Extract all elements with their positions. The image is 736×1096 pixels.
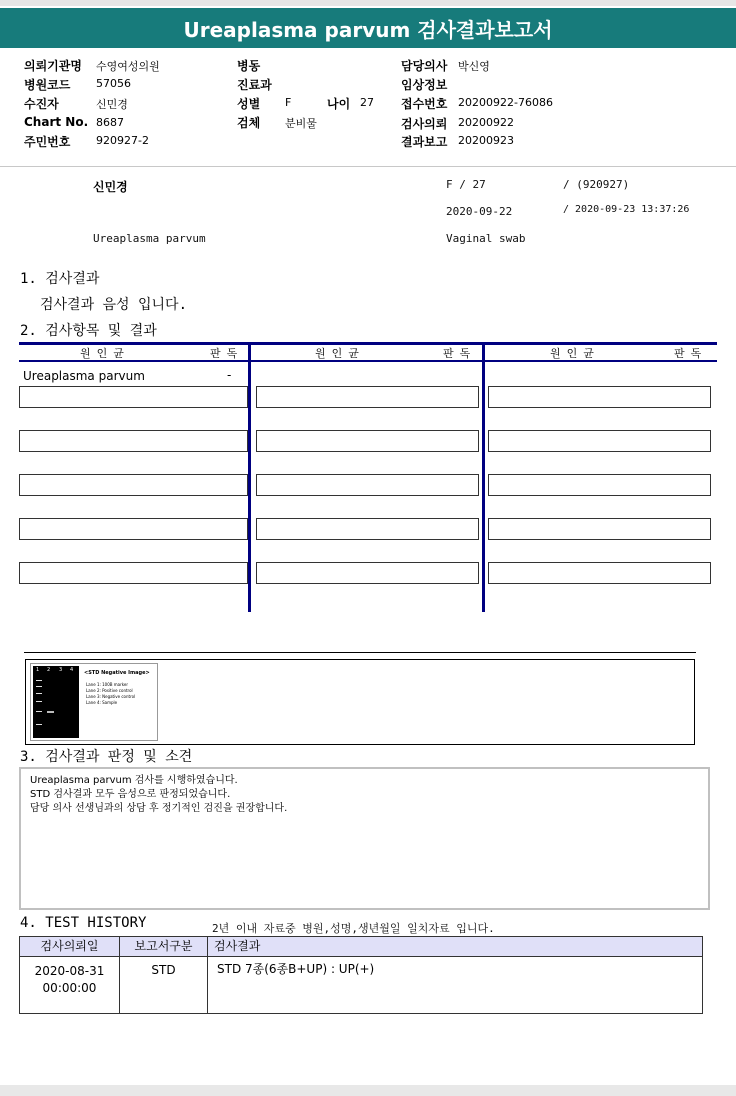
result-box [488, 430, 711, 452]
gel-legend: Lane 1: 100B marker [86, 682, 129, 687]
col-judgment-1: 판독 [210, 347, 244, 360]
result-box [256, 474, 479, 496]
remark-line: STD 검사결과 모두 음성으로 판정되었습니다. [30, 789, 231, 800]
request-value: 20200922 [458, 116, 514, 129]
sex-label: 성별 [237, 97, 261, 111]
result-box [256, 518, 479, 540]
receipt-label: 접수번호 [401, 97, 448, 111]
history-type: STD [120, 957, 208, 1014]
col-pathogen-3: 원인균 [550, 347, 600, 360]
lane-number: 3 [59, 667, 63, 673]
age-label: 나이 [327, 97, 351, 111]
patient-info-panel [0, 50, 736, 167]
result-box [488, 474, 711, 496]
section4-heading: 4. TEST HISTORY [20, 915, 147, 931]
result-box [19, 562, 248, 584]
summary-sex-age: F / 27 [446, 178, 486, 191]
ward-label: 병동 [237, 59, 261, 73]
doctor-label: 담당의사 [401, 59, 448, 73]
rrn-value: 920927-2 [96, 134, 149, 147]
gel-image [33, 666, 79, 738]
report-title: Ureaplasma parvum 검사결과보고서 [0, 8, 736, 48]
remark-line: 담당 의사 선생님과의 상담 후 정기적인 검진을 권장합니다. [30, 803, 288, 814]
age-value: 27 [360, 96, 374, 109]
hospital-value: 수영여성의원 [96, 60, 160, 73]
marker-band [36, 724, 42, 725]
result-message: 검사결과 음성 입니다. [40, 297, 188, 313]
marker-band [36, 693, 42, 694]
gel-legend: Lane 2: Positive control [86, 688, 133, 693]
column-divider-1 [248, 342, 251, 612]
col-judgment-3: 판독 [674, 347, 708, 360]
gel-top-rule [24, 652, 696, 653]
marker-band [36, 701, 42, 702]
remarks-box [19, 767, 710, 910]
result-box [256, 386, 479, 408]
table-row [20, 957, 703, 1014]
section3-heading: 3. 검사결과 판정 및 소견 [20, 749, 193, 765]
summary-test-name: Ureaplasma parvum [93, 232, 206, 245]
history-header-row [20, 937, 703, 957]
history-time: 00:00:00 [42, 981, 97, 995]
result-box [488, 386, 711, 408]
hospital-label: 의뢰기관명 [24, 59, 82, 73]
history-col-result: 검사결과 [208, 937, 703, 957]
result-box [19, 474, 248, 496]
report-date-label: 결과보고 [401, 135, 448, 149]
column-divider-2 [482, 342, 485, 612]
lane-number: 2 [47, 667, 51, 673]
code-label: 병원코드 [24, 78, 71, 92]
result-box [488, 562, 711, 584]
summary-rrn: / (920927) [563, 178, 630, 191]
result-box [19, 430, 248, 452]
summary-name: 신민경 [93, 180, 128, 194]
summary-report-datetime: / 2020-09-23 13:37:26 [563, 204, 690, 215]
marker-band [36, 711, 42, 712]
specimen-label: 검체 [237, 116, 261, 130]
result-box [256, 430, 479, 452]
col-pathogen-2: 원인균 [315, 347, 365, 360]
history-table [19, 936, 703, 1014]
result-box [19, 386, 248, 408]
col-judgment-2: 판독 [443, 347, 477, 360]
dept-label: 진료과 [237, 78, 272, 92]
gel-image-panel [30, 663, 158, 741]
chart-label: Chart No. [24, 115, 89, 129]
request-label: 검사의뢰 [401, 117, 448, 131]
result-judgment: - [227, 368, 232, 382]
code-value: 57056 [96, 77, 131, 90]
result-box [488, 518, 711, 540]
history-date: 2020-08-31 [34, 964, 105, 978]
gel-title: <STD Negative Image> [84, 670, 150, 676]
clinical-label: 임상정보 [401, 78, 448, 92]
result-pathogen-name: Ureaplasma parvum [23, 369, 145, 383]
summary-specimen: Vaginal swab [446, 232, 526, 245]
lane-number: 1 [36, 667, 40, 673]
patient-label: 수진자 [24, 97, 59, 111]
gel-legend: Lane 4: Sample [86, 700, 118, 705]
history-col-type: 보고서구분 [120, 937, 208, 957]
marker-band [36, 686, 42, 687]
history-result: STD 7종(6종B+UP) : UP(+) [208, 957, 703, 1014]
rrn-label: 주민번호 [24, 135, 71, 149]
section2-heading: 2. 검사항목 및 결과 [20, 323, 157, 339]
report-date-value: 20200923 [458, 134, 514, 147]
top-strip [0, 0, 736, 6]
history-date-cell [20, 957, 120, 1014]
col-pathogen-1: 원인균 [80, 347, 130, 360]
doctor-value: 박신영 [458, 60, 490, 73]
section1-heading: 1. 검사결과 [20, 271, 100, 287]
chart-value: 8687 [96, 116, 124, 129]
result-box [19, 518, 248, 540]
lane-number: 4 [70, 667, 74, 673]
bottom-strip [0, 1085, 736, 1096]
marker-band [36, 680, 42, 681]
remark-line: Ureaplasma parvum 검사를 시행하였습니다. [30, 775, 238, 786]
history-col-date: 검사의뢰일 [20, 937, 120, 957]
sex-value: F [285, 96, 292, 109]
history-note: 2년 이내 자료중 병원,성명,생년월일 일치자료 입니다. [212, 922, 495, 935]
receipt-value: 20200922-76086 [458, 96, 553, 109]
summary-request-date: 2020-09-22 [446, 205, 513, 218]
control-band [47, 711, 54, 713]
specimen-value: 분비물 [285, 117, 317, 130]
gel-legend: Lane 3: Negative control [86, 694, 136, 699]
patient-value: 신민경 [96, 98, 128, 111]
result-box [256, 562, 479, 584]
